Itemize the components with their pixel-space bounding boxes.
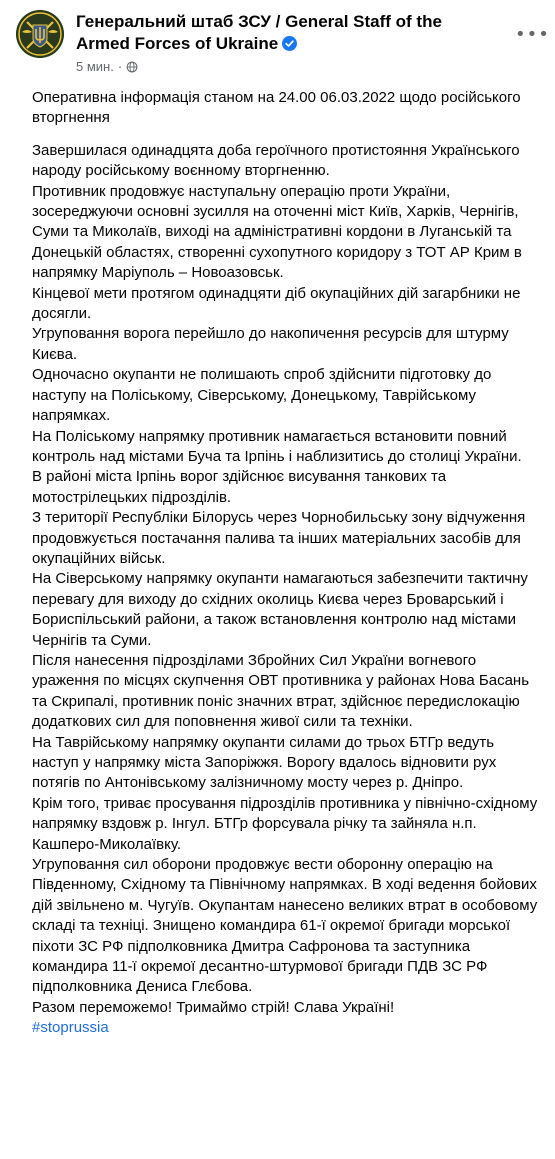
post-body [32,88,542,1039]
post-paragraph: З території Республіки Білорусь через Чорнобильську зону відчуження продовжується постачання палива та інших матеріальних засобів для окупаційних військ. [32,509,526,567]
post-meta [76,58,138,75]
post-paragraph: На Сіверському напрямку окупанти намагаються забезпечити тактичну перевагу для виходу до східних околиць Києва через Броварський і Бориспільський райони, а також встановлення контролю над містами Чернігів та Суми. [32,570,528,649]
post-paragraph: Крім того, триває просування підрозділів противника у північно-східному напрямку вздовж р. Інгул. БТГр форсувала річку та зайняла н.п. Кашперо-Миколаївку. [32,794,538,853]
post-paragraph: В районі міста Ірпінь ворог здійснює висування танкових та мотострілецьких підрозділів. [32,468,447,506]
post-paragraph: Кінцевої мети протягом одинадцяти діб окупаційних дій загарбники не досягли. [32,284,521,323]
more-options-button[interactable] [515,20,550,48]
post-paragraph: На Таврійському напрямку окупанти силами до трьох БТГр ведуть наступ у напрямку міста Запоріжжя. Ворогу вдалось відновити рух потягів по Антонівському залізничному мосту через р. Дніпро. [32,733,497,792]
page-avatar[interactable] [16,10,64,58]
post-header [0,0,555,86]
post-paragraph: Противник продовжує наступальну операцію проти України, зосереджуючи основні зусилля на оточенні міст Київ, Харків, Чернігів, Суми та Миколаїв, виході на адміністративні кордони в Луганській та Донецькій областях, створенні сухопутного коридору з ТОТ АР Крим в напрямку Маріуполь – Новоазовськ. [32,182,522,282]
post-paragraph: Одночасно окупанти не полишають спроб здійснити підготовку до наступу на Поліському, Сіверському, Донецькому, Таврійському напрямках. [32,366,492,425]
post-paragraph: Угруповання ворога перейшло до накопичення ресурсів для штурму Києва. [32,325,509,363]
post-paragraph: На Поліському напрямку противник намагається встановити повний контроль над містами Буча та Ірпінь і наблизитись до столиці України. [32,427,522,465]
meta-separator: · [117,59,123,74]
post-intro: Оперативна інформація станом на 24.00 06.03.2022 щодо російського вторгнення [32,89,521,127]
globe-icon[interactable] [126,61,138,73]
hashtag-link[interactable]: #stoprussia [32,1019,109,1037]
post-paragraph: Угруповання сил оборони продовжує вести оборонну операцію на Південному, Східному та Північному напрямках. В ході ведення бойових дій звільнено м. Чугуїв. Окупантам нанесено великих втрат в особовому складі та техніці. Знищено командира 61-ї окремої бригади морської піхоти ЗС РФ підполковника Дмитра Сафронова та заступника командира 11-ї окремої десантно-штурмової бригади ПДВ ЗС РФ підполковника Дениса Глєбова. [32,856,538,996]
page-name [76,11,496,55]
page-name-link[interactable]: Генеральний штаб ЗСУ / General Staff of the Armed Forces of Ukraine [76,12,442,53]
more-options-icon: ••• [515,23,550,45]
post-paragraph: Завершилася одинадцята доба героїчного протистояння Українського народу російському воєнному вторгненню. [32,141,520,180]
armed-forces-emblem-icon [16,10,64,58]
post-timestamp[interactable]: 5 мин. [76,59,114,74]
hashtag-line [32,1018,542,1038]
post-paragraph: Після нанесення підрозділами Збройних Сил України вогневого ураження по місцях скупчення ОВТ противника у районах Нова Басань та Скрипалі, противник поніс значних втрат, здійснює передислокацію додаткових сил для поповнення живої сили та техніки. [32,651,530,731]
post-paragraph: Разом переможемо! Тримаймо стрій! Слава Україні! [32,998,395,1016]
verified-badge-icon [282,36,297,51]
